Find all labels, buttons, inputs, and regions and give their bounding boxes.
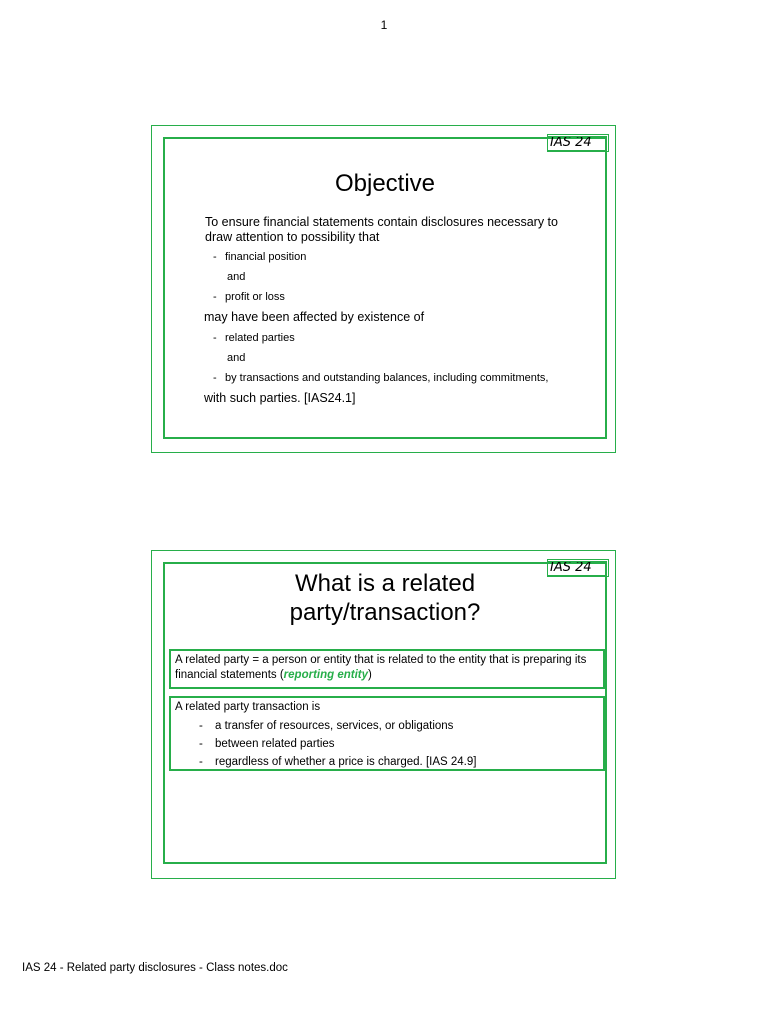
bullet-dash: - — [213, 372, 217, 384]
related-party-transaction-box — [169, 696, 605, 771]
slide-1-title: Objective — [334, 170, 436, 197]
transaction-item: regardless of whether a price is charged. [IAS 24.9] — [215, 756, 477, 768]
slide-1-closing-line: with such parties. [IAS24.1] — [204, 391, 356, 405]
related-party-definition-box — [169, 649, 605, 689]
bullet-dash: - — [213, 251, 217, 263]
bullet-dash: - — [199, 756, 203, 768]
bullet-dash: - — [213, 291, 217, 303]
slide-1-tag: IAS 24 — [547, 134, 609, 152]
slide-2 — [151, 550, 616, 879]
slide-2-title-line-2: party/transaction? — [289, 599, 481, 626]
slide-2-title-line-1: What is a related — [294, 570, 476, 597]
bullet-dash: - — [199, 720, 203, 732]
slide-1 — [151, 125, 616, 453]
item-financial-position: financial position — [225, 251, 307, 263]
slide-2-title — [165, 569, 605, 627]
slide-2-frame — [163, 562, 607, 864]
related-party-definition-text: A related party = a person or entity that is related to the entity that is preparing its financial statements ( — [175, 654, 587, 681]
slide-1-affected-line: may have been affected by existence of — [204, 310, 425, 324]
connector-and-1: and — [227, 271, 246, 283]
transaction-item: between related parties — [215, 738, 335, 750]
page-number: 1 — [380, 18, 388, 32]
connector-and-2: and — [227, 352, 246, 364]
transaction-heading: A related party transaction is — [175, 701, 321, 713]
slide-1-intro-line-2: draw attention to possibility that — [205, 230, 380, 244]
item-profit-loss: profit or loss — [225, 291, 285, 303]
reporting-entity-emphasis: reporting entity — [283, 669, 369, 681]
document-footer: IAS 24 - Related party disclosures - Class notes.doc — [22, 962, 288, 974]
bullet-dash: - — [199, 738, 203, 750]
slide-2-tag: IAS 24 — [547, 559, 609, 577]
slide-1-intro-line-1: To ensure financial statements contain disclosures necessary to — [205, 215, 558, 229]
bullet-dash: - — [213, 332, 217, 344]
related-party-definition-suffix: ) — [368, 669, 372, 681]
slide-1-frame — [163, 137, 607, 439]
item-related-parties: related parties — [225, 332, 295, 344]
transaction-item: a transfer of resources, services, or obligations — [215, 720, 454, 732]
item-transactions: by transactions and outstanding balances, including commitments, — [225, 372, 549, 384]
